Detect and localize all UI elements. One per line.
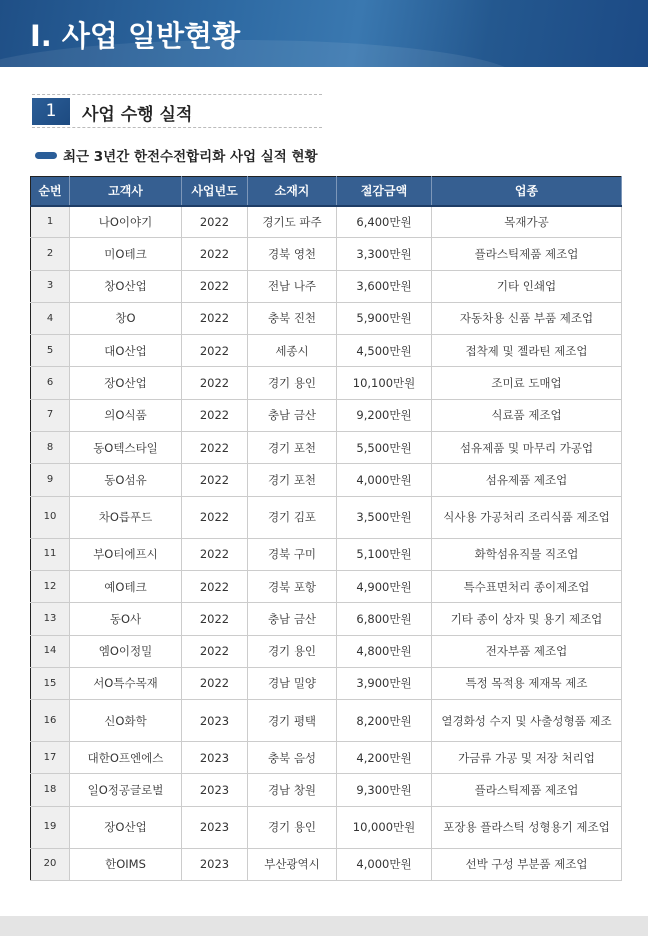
year-cell: 2023 (182, 700, 248, 742)
year-cell: 2022 (182, 667, 248, 699)
customer-cell: 장O산업 (70, 367, 182, 399)
table-row (31, 206, 622, 238)
page-title: I. 사업 일반현황 (30, 19, 241, 53)
row-number-cell: 3 (31, 270, 70, 302)
location-cell: 경기 용인 (248, 806, 337, 848)
row-number-cell: 8 (31, 432, 70, 464)
row-number-cell: 17 (31, 742, 70, 774)
year-cell: 2022 (182, 270, 248, 302)
year-cell: 2022 (182, 603, 248, 635)
industry-cell: 식료품 제조업 (432, 399, 622, 431)
table-row (31, 848, 622, 880)
savings-amount-cell: 3,600만원 (337, 270, 432, 302)
location-cell: 경기 김포 (248, 496, 337, 538)
row-number-cell: 20 (31, 848, 70, 880)
row-number-cell: 5 (31, 335, 70, 367)
subheading (35, 145, 318, 165)
year-cell: 2022 (182, 399, 248, 431)
savings-amount-cell: 4,500만원 (337, 335, 432, 367)
customer-cell: 창O산업 (70, 270, 182, 302)
customer-cell: 부O티에프시 (70, 538, 182, 570)
industry-cell: 자동차용 신품 부품 제조업 (432, 302, 622, 334)
location-cell: 경북 포항 (248, 570, 337, 602)
industry-cell: 화학섬유직물 직조업 (432, 538, 622, 570)
section-heading (32, 94, 322, 128)
customer-cell: 동O텍스타일 (70, 432, 182, 464)
savings-amount-cell: 6,400만원 (337, 206, 432, 238)
table-row (31, 806, 622, 848)
location-cell: 경기 포천 (248, 432, 337, 464)
row-number-cell: 13 (31, 603, 70, 635)
year-cell: 2022 (182, 238, 248, 270)
savings-amount-cell: 3,900만원 (337, 667, 432, 699)
customer-cell: 대O산업 (70, 335, 182, 367)
column-header: 절감금액 (337, 177, 432, 206)
industry-cell: 플라스틱제품 제조업 (432, 238, 622, 270)
location-cell: 경기 용인 (248, 635, 337, 667)
table-row (31, 570, 622, 602)
customer-cell: 미O테크 (70, 238, 182, 270)
year-cell: 2022 (182, 206, 248, 238)
savings-amount-cell: 6,800만원 (337, 603, 432, 635)
table-header-row (31, 177, 622, 206)
location-cell: 경기 평택 (248, 700, 337, 742)
savings-amount-cell: 4,000만원 (337, 464, 432, 496)
year-cell: 2022 (182, 496, 248, 538)
table-row (31, 270, 622, 302)
row-number-cell: 18 (31, 774, 70, 806)
row-number-cell: 12 (31, 570, 70, 602)
year-cell: 2022 (182, 570, 248, 602)
location-cell: 경북 영천 (248, 238, 337, 270)
row-number-cell: 19 (31, 806, 70, 848)
table-row (31, 700, 622, 742)
page-footer (0, 916, 648, 936)
industry-cell: 접착제 및 젤라틴 제조업 (432, 335, 622, 367)
savings-amount-cell: 4,200만원 (337, 742, 432, 774)
column-header: 업종 (432, 177, 622, 206)
savings-amount-cell: 9,200만원 (337, 399, 432, 431)
year-cell: 2022 (182, 432, 248, 464)
location-cell: 부산광역시 (248, 848, 337, 880)
industry-cell: 섬유제품 및 마무리 가공업 (432, 432, 622, 464)
location-cell: 경기도 파주 (248, 206, 337, 238)
savings-amount-cell: 5,100만원 (337, 538, 432, 570)
table-row (31, 603, 622, 635)
savings-amount-cell: 4,000만원 (337, 848, 432, 880)
year-cell: 2023 (182, 806, 248, 848)
customer-cell: 한OIMS (70, 848, 182, 880)
savings-amount-cell: 10,000만원 (337, 806, 432, 848)
year-cell: 2022 (182, 464, 248, 496)
section-title: 사업 수행 실적 (82, 105, 193, 125)
customer-cell: 서O특수목재 (70, 667, 182, 699)
customer-cell: 동O사 (70, 603, 182, 635)
row-number-cell: 11 (31, 538, 70, 570)
row-number-cell: 7 (31, 399, 70, 431)
industry-cell: 목재가공 (432, 206, 622, 238)
customer-cell: 일O정공글로벌 (70, 774, 182, 806)
customer-cell: 의O식품 (70, 399, 182, 431)
table-row (31, 667, 622, 699)
location-cell: 충남 금산 (248, 603, 337, 635)
column-header: 순번 (31, 177, 70, 206)
year-cell: 2022 (182, 335, 248, 367)
year-cell: 2022 (182, 302, 248, 334)
year-cell: 2023 (182, 774, 248, 806)
table-row (31, 367, 622, 399)
customer-cell: 예O테크 (70, 570, 182, 602)
location-cell: 충남 금산 (248, 399, 337, 431)
row-number-cell: 10 (31, 496, 70, 538)
table-row (31, 742, 622, 774)
industry-cell: 선박 구성 부분품 제조업 (432, 848, 622, 880)
row-number-cell: 15 (31, 667, 70, 699)
location-cell: 경남 창원 (248, 774, 337, 806)
row-number-cell: 9 (31, 464, 70, 496)
row-number-cell: 14 (31, 635, 70, 667)
savings-amount-cell: 3,500만원 (337, 496, 432, 538)
year-cell: 2022 (182, 635, 248, 667)
industry-cell: 포장용 플라스틱 성형용기 제조업 (432, 806, 622, 848)
year-cell: 2023 (182, 742, 248, 774)
bullet-pill-icon (35, 152, 57, 159)
savings-amount-cell: 9,300만원 (337, 774, 432, 806)
savings-amount-cell: 3,300만원 (337, 238, 432, 270)
location-cell: 전남 나주 (248, 270, 337, 302)
performance-table (30, 176, 622, 881)
table-row (31, 432, 622, 464)
table-row (31, 238, 622, 270)
column-header: 소재지 (248, 177, 337, 206)
location-cell: 경기 포천 (248, 464, 337, 496)
industry-cell: 조미료 도매업 (432, 367, 622, 399)
industry-cell: 식사용 가공처리 조리식품 제조업 (432, 496, 622, 538)
industry-cell: 기타 종이 상자 및 용기 제조업 (432, 603, 622, 635)
table-row (31, 538, 622, 570)
row-number-cell: 4 (31, 302, 70, 334)
year-cell: 2022 (182, 538, 248, 570)
row-number-cell: 16 (31, 700, 70, 742)
table-row (31, 302, 622, 334)
location-cell: 경남 밀양 (248, 667, 337, 699)
year-cell: 2022 (182, 367, 248, 399)
savings-amount-cell: 5,900만원 (337, 302, 432, 334)
customer-cell: 엠O이정밀 (70, 635, 182, 667)
customer-cell: 창O (70, 302, 182, 334)
subheading-text: 최근 3년간 한전수전합리화 사업 실적 현황 (63, 149, 318, 165)
customer-cell: 동O섬유 (70, 464, 182, 496)
row-number-cell: 2 (31, 238, 70, 270)
location-cell: 충북 음성 (248, 742, 337, 774)
header-banner (0, 0, 648, 67)
table-row (31, 335, 622, 367)
customer-cell: 장O산업 (70, 806, 182, 848)
industry-cell: 가금류 가공 및 저장 처리업 (432, 742, 622, 774)
customer-cell: 신O화학 (70, 700, 182, 742)
location-cell: 경기 용인 (248, 367, 337, 399)
table-row (31, 496, 622, 538)
table-row (31, 635, 622, 667)
row-number-cell: 1 (31, 206, 70, 238)
customer-cell: 대한O프엔에스 (70, 742, 182, 774)
savings-amount-cell: 4,900만원 (337, 570, 432, 602)
year-cell: 2023 (182, 848, 248, 880)
savings-amount-cell: 4,800만원 (337, 635, 432, 667)
industry-cell: 전자부품 제조업 (432, 635, 622, 667)
industry-cell: 열경화성 수지 및 사출성형품 제조 (432, 700, 622, 742)
industry-cell: 특정 목적용 제재목 제조 (432, 667, 622, 699)
table-row (31, 399, 622, 431)
industry-cell: 기타 인쇄업 (432, 270, 622, 302)
savings-amount-cell: 5,500만원 (337, 432, 432, 464)
industry-cell: 섬유제품 제조업 (432, 464, 622, 496)
location-cell: 충북 진천 (248, 302, 337, 334)
table-row (31, 464, 622, 496)
location-cell: 경북 구미 (248, 538, 337, 570)
industry-cell: 플라스틱제품 제조업 (432, 774, 622, 806)
table-row (31, 774, 622, 806)
savings-amount-cell: 10,100만원 (337, 367, 432, 399)
industry-cell: 특수표면처리 종이제조업 (432, 570, 622, 602)
savings-amount-cell: 8,200만원 (337, 700, 432, 742)
section-number: 1 (32, 98, 70, 125)
column-header: 사업년도 (182, 177, 248, 206)
row-number-cell: 6 (31, 367, 70, 399)
location-cell: 세종시 (248, 335, 337, 367)
customer-cell: 나O이야기 (70, 206, 182, 238)
customer-cell: 차O릅푸드 (70, 496, 182, 538)
column-header: 고객사 (70, 177, 182, 206)
